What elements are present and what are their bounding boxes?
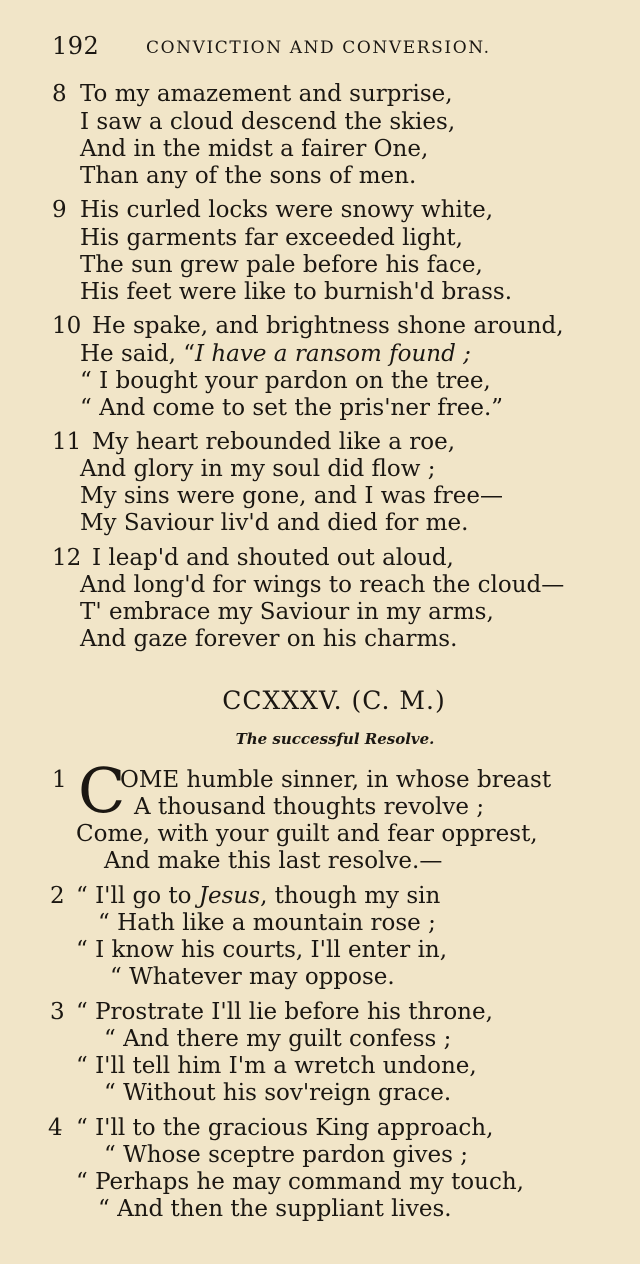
page-header <box>52 32 592 62</box>
verse-line: A thousand thoughts revolve ; <box>134 794 485 820</box>
hymn-subtitle: The successful Resolve. <box>235 730 435 748</box>
drop-cap: C <box>78 754 126 827</box>
verse-line: Than any of the sons of men. <box>80 163 417 189</box>
verse-number: 12 <box>52 545 82 571</box>
verse-line: He spake, and brightness shone around, <box>92 313 564 339</box>
verse-number: 1 <box>52 767 67 793</box>
verse-line: My heart rebounded like a roe, <box>92 429 456 455</box>
verse-line-text: He said, “ <box>80 341 195 367</box>
verse-line: “ I bought your pardon on the tree, <box>80 368 491 394</box>
verse-line <box>80 340 471 368</box>
verse-line-text: “ I'll go to <box>76 883 199 909</box>
verse-line: And long'd for wings to reach the cloud— <box>80 572 565 598</box>
verse-line: My Saviour liv'd and died for me. <box>80 510 469 536</box>
verse-line: “ And come to set the pris'ner free.” <box>80 395 504 421</box>
verse-number: 4 <box>48 1115 63 1141</box>
verse-number: 2 <box>50 883 65 909</box>
verse-line: “ I'll to the gracious King approach, <box>76 1115 494 1141</box>
emphasis-text: I have a ransom found ; <box>194 341 471 367</box>
verse-line: “ I know his courts, I'll enter in, <box>76 937 448 963</box>
verse-line: “ Without his sov'reign grace. <box>104 1080 452 1106</box>
verse-number: 11 <box>52 429 82 455</box>
verse-line: And make this last resolve.— <box>104 848 443 874</box>
verse-line-text: , though my sin <box>260 883 441 909</box>
verse-line: I leap'd and shouted out aloud, <box>92 545 454 571</box>
verse-line: My sins were gone, and I was free— <box>80 483 503 509</box>
verse-line: “ And there my guilt confess ; <box>104 1026 452 1052</box>
emphasis-text: Jesus <box>198 883 261 909</box>
verse-line: And in the midst a fairer One, <box>80 136 429 162</box>
verse-number: 3 <box>50 999 65 1025</box>
verse-line: “ Whatever may oppose. <box>110 964 395 990</box>
page-number: 192 <box>52 32 100 60</box>
verse-line: “ Prostrate I'll lie before his throne, <box>76 999 493 1025</box>
verse-line <box>76 882 440 910</box>
verse-line: His curled locks were snowy white, <box>80 197 494 223</box>
verse-line: To my amazement and surprise, <box>80 81 453 107</box>
verse-line: The sun grew pale before his face, <box>80 252 483 278</box>
verse-number: 8 <box>52 81 67 107</box>
verse-line: I saw a cloud descend the skies, <box>80 109 456 135</box>
verse-number: 10 <box>52 313 82 339</box>
running-head: CONVICTION AND CONVERSION. <box>146 38 491 58</box>
verse-line: T' embrace my Saviour in my arms, <box>80 599 494 625</box>
verse-line: “ And then the suppliant lives. <box>98 1196 452 1222</box>
verse-number: 9 <box>52 197 67 223</box>
verse-line: “ I'll tell him I'm a wretch undone, <box>76 1053 477 1079</box>
verse-line: “ Whose sceptre pardon gives ; <box>104 1142 468 1168</box>
verse-line: His garments far exceeded light, <box>80 225 463 251</box>
verse-line: And gaze forever on his charms. <box>80 626 458 652</box>
hymn-title: CCXXXV. (C. M.) <box>222 686 446 715</box>
verse-line: “ Perhaps he may command my touch, <box>76 1169 524 1195</box>
verse-line: “ Hath like a mountain rose ; <box>98 910 436 936</box>
verse-line: Come, with your guilt and fear opprest, <box>76 821 538 847</box>
verse-line: OME humble sinner, in whose breast <box>120 767 552 793</box>
verse-line: His feet were like to burnish'd brass. <box>80 279 513 305</box>
verse-line: And glory in my soul did flow ; <box>80 456 436 482</box>
